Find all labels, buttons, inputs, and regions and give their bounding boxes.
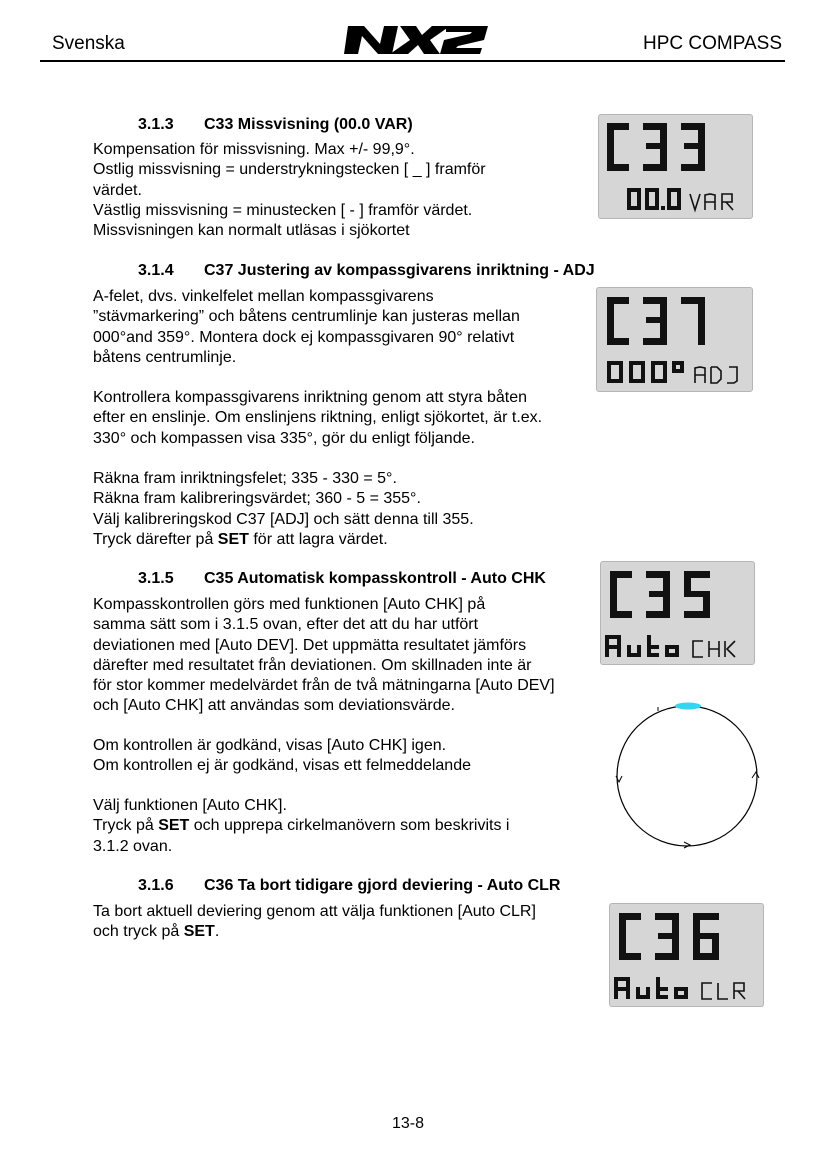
paragraph — [93, 595, 555, 717]
text-line: ”stävmarkering” och båtens centrumlinje kan justeras mellan — [93, 308, 520, 326]
paragraph — [93, 469, 474, 550]
section-title: C33 Missvisning (00.0 VAR) — [204, 116, 413, 133]
text-line: Västlig missvisning = minustecken [ - ] framför värdet. — [93, 201, 473, 219]
paragraph — [93, 140, 486, 241]
lcd-c33-graphic — [599, 115, 752, 218]
text-line: 3.1.2 ovan. — [93, 837, 173, 855]
text-line: Om kontrollen är godkänd, visas [Auto CHK] igen. — [93, 737, 447, 754]
header-language: Svenska — [52, 33, 125, 54]
lcd-display-c36 — [609, 903, 764, 1007]
text-line: Tryck på SET och upprepa cirkelmanövern som beskrivits i — [93, 817, 510, 835]
section-title: C35 Automatisk kompasskontroll - Auto CHK — [204, 570, 546, 587]
nx2-logo — [342, 24, 490, 56]
emphasis: SET — [217, 530, 249, 548]
paragraph — [93, 736, 471, 777]
emphasis: SET — [183, 923, 215, 941]
text-line: värdet. — [93, 181, 142, 199]
lcd-display-c37 — [596, 287, 753, 392]
section-heading-3-1-4 — [138, 262, 595, 280]
text-line: Räkna fram inriktningsfelet; 335 - 330 = 5°. — [93, 470, 397, 487]
text-line: och tryck på SET. — [93, 923, 220, 941]
lcd-c37-graphic — [597, 288, 752, 391]
page-number: 13-8 — [391, 1115, 425, 1132]
text-line: Tryck därefter på SET för att lagra värdet. — [93, 530, 388, 548]
section-heading-3-1-5 — [138, 570, 546, 588]
text-line: samma sätt som i 3.1.5 ovan, efter det att du har utfört — [93, 616, 479, 634]
text-line: och [Auto CHK] att användas som deviationsvärde. — [93, 697, 455, 715]
paragraph — [93, 388, 542, 449]
text-line: Missvisningen kan normalt utläsas i sjökortet — [93, 222, 410, 240]
text-line: Kompasskontrollen görs med funktionen [Auto CHK] på — [93, 596, 486, 613]
text-line: Om kontrollen ej är godkänd, visas ett felmeddelande — [93, 757, 471, 775]
section-number: 3.1.5 — [138, 570, 174, 587]
paragraph — [93, 287, 520, 368]
text-line: deviationen med [Auto DEV]. Det uppmätta resultatet jämförs — [93, 636, 527, 654]
text-line: Ostlig missvisning = understrykningstecken [ _ ] framför — [93, 161, 486, 179]
direction-arrow-icon — [684, 842, 690, 848]
lcd-c36-graphic — [610, 904, 763, 1006]
text-line: 000°and 359°. Montera dock ej kompassgivaren 90° relativt — [93, 328, 515, 346]
paragraph — [93, 902, 536, 943]
section-heading-3-1-6 — [138, 877, 560, 895]
header-rule — [40, 60, 785, 62]
section-heading-3-1-3 — [138, 116, 413, 134]
text-line: därefter med resultatet från deviationen. Om skillnaden inte är — [93, 656, 532, 674]
header-product: HPC COMPASS — [642, 33, 782, 54]
text-line: Räkna fram kalibreringsvärdet; 360 - 5 = 355°. — [93, 490, 421, 508]
text-line: efter en enslinje. Om enslinjens riktning, enligt sjökortet, är t.ex. — [93, 409, 543, 427]
section-number: 3.1.3 — [138, 116, 174, 133]
section-number: 3.1.4 — [138, 262, 174, 279]
paragraph — [93, 796, 509, 857]
section-number: 3.1.6 — [138, 877, 174, 894]
start-marker — [675, 703, 701, 710]
direction-arrow-icon — [752, 772, 759, 778]
text-line: Kompensation för missvisning. Max +/- 99,9°. — [93, 141, 415, 158]
text-line: A-felet, dvs. vinkelfelet mellan kompassgivarens — [93, 288, 434, 305]
text-line: Välj funktionen [Auto CHK]. — [93, 797, 287, 814]
circle-maneuver-diagram — [606, 694, 770, 854]
text-line: Välj kalibreringskod C37 [ADJ] och sätt denna till 355. — [93, 510, 474, 528]
text-line: Kontrollera kompassgivarens inriktning genom att styra båten — [93, 389, 527, 406]
lcd-display-c33 — [598, 114, 753, 219]
section-title: C36 Ta bort tidigare gjord deviering - Auto CLR — [204, 877, 561, 894]
text-line: båtens centrumlinje. — [93, 348, 237, 366]
section-title: C37 Justering av kompassgivarens inriktning - ADJ — [204, 262, 595, 279]
text-line: 330° och kompassen visa 335°, gör du enligt följande. — [93, 429, 475, 447]
circle-maneuver-graphic — [606, 694, 770, 854]
text-line: Ta bort aktuell deviering genom att välja funktionen [Auto CLR] — [93, 903, 536, 920]
lcd-display-c35 — [600, 561, 755, 665]
text-line: för stor kommer medelvärdet från de två mätningarna [Auto DEV] — [93, 677, 555, 695]
lcd-c35-graphic — [601, 562, 754, 664]
emphasis: SET — [158, 817, 190, 835]
